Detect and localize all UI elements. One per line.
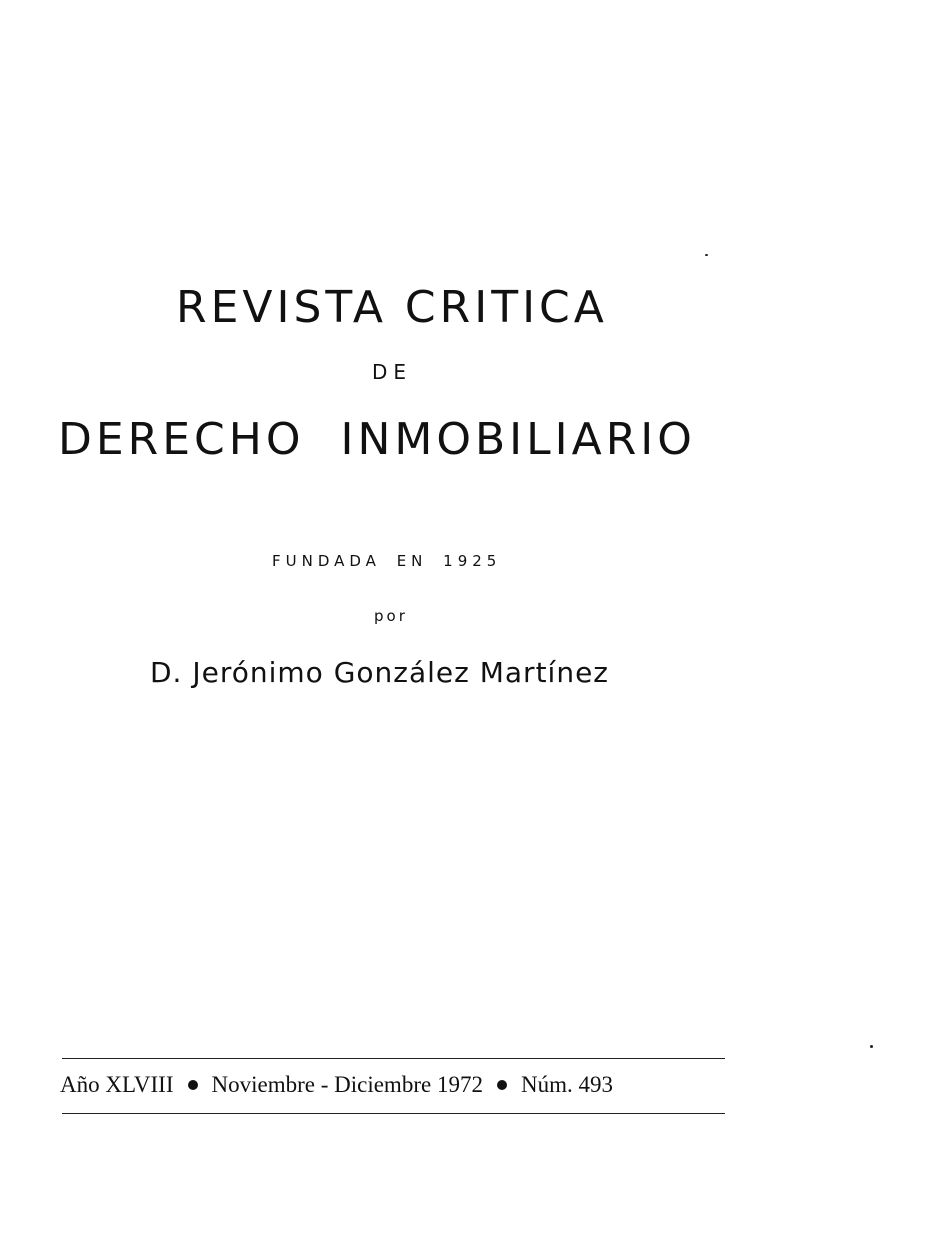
- scan-speck: [870, 1045, 873, 1048]
- issue-rule-bottom: [62, 1113, 725, 1114]
- bullet-separator: [188, 1080, 198, 1090]
- issue-period: Noviembre - Diciembre 1972: [211, 1072, 483, 1097]
- founded-year: FUNDADA EN 1925: [272, 552, 502, 570]
- journal-title-line-1: REVISTA CRITICA: [176, 282, 608, 333]
- by-label: por: [374, 607, 408, 625]
- issue-info-line: [60, 1072, 740, 1098]
- journal-title-connector: DE: [372, 360, 413, 384]
- issue-year: Año XLVIII: [60, 1072, 174, 1097]
- bullet-separator: [497, 1080, 507, 1090]
- scan-speck: [705, 254, 708, 256]
- issue-rule-top: [62, 1058, 725, 1059]
- issue-number: Núm. 493: [520, 1072, 613, 1097]
- founder-name: D. Jerónimo González Martínez: [150, 656, 609, 689]
- journal-title-line-2: DERECHO INMOBILIARIO: [58, 414, 696, 465]
